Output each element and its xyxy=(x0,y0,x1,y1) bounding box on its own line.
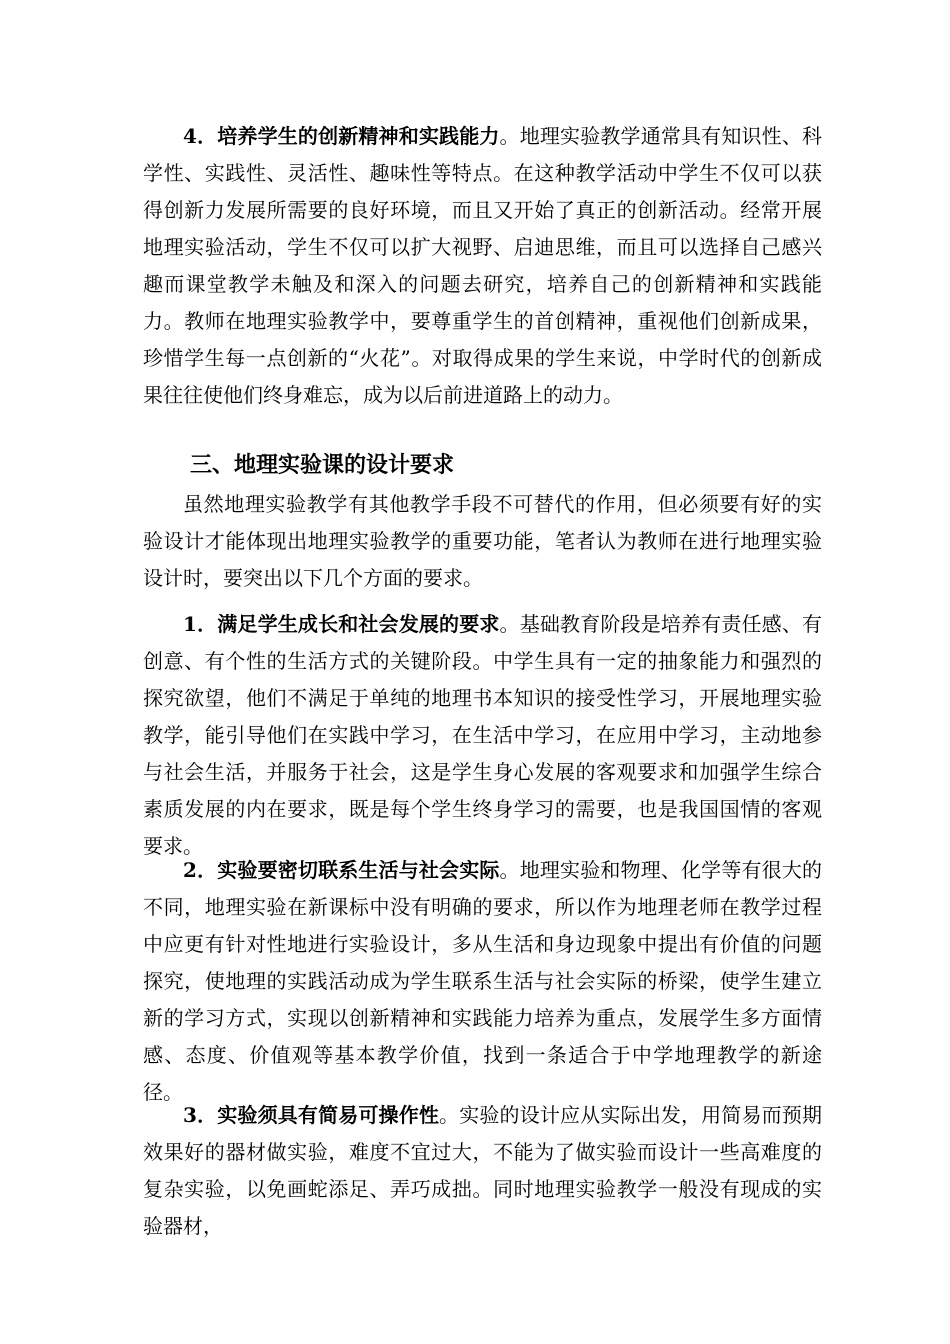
paragraph-lead: 1．满足学生成长和社会发展的要求 xyxy=(183,612,500,636)
paragraph-requirement-1 xyxy=(143,606,822,865)
paragraph-text: 。实验的设计应从实际出发，用简易而预期效果好的器材做实验，难度不宜过大，不能为了做实验而设计一些高难度的复杂实验，以免画蛇添足、弄巧成拙。同时地理实验教学一般没有现成的实验器材， xyxy=(143,1103,822,1238)
paragraph-lead: 3．实验须具有简易可操作性 xyxy=(183,1103,440,1127)
paragraph-text: 。地理实验和物理、化学等有很大的不同，地理实验在新课标中没有明确的要求，所以作为地理老师在教学过程中应更有针对性地进行实验设计，多从生活和身边现象中提出有价值的问题探究，使地理的实践活动成为学生联系生活与社会实际的桥梁，使学生建立新的学习方式，实现以创新精神和实践能力培养为重点，发展学生多方面情感、态度、价值观等基本教学价值，找到一条适合于中学地理教学的新途径。 xyxy=(143,858,823,1104)
paragraph-requirement-2 xyxy=(143,852,822,1111)
paragraph-text: 虽然地理实验教学有其他教学手段不可替代的作用，但必须要有好的实验设计才能体现出地理实验教学的重要功能，笔者认为教师在进行地理实验设计时，要突出以下几个方面的要求。 xyxy=(143,492,822,590)
paragraph-text: 。基础教育阶段是培养有责任感、有创意、有个性的生活方式的关键阶段。中学生具有一定的抽象能力和强烈的探究欲望，他们不满足于单纯的地理书本知识的接受性学习，开展地理实验教学，能引导他们在实践中学习，在生活中学习，在应用中学习，主动地参与社会生活，并服务于社会，这是学生身心发展的客观要求和加强学生综合素质发展的内在要求，既是每个学生终身学习的需要，也是我国国情的客观要求。 xyxy=(143,612,823,858)
section-heading: 三、地理实验课的设计要求 xyxy=(190,453,455,478)
paragraph-innovation xyxy=(143,118,822,414)
paragraph-lead: 2．实验要密切联系生活与社会实际 xyxy=(183,858,500,882)
paragraph-text: 。地理实验教学通常具有知识性、科学性、实践性、灵活性、趣味性等特点。在这种教学活动中学生不仅可以获得创新力发展所需要的良好环境，而且又开始了真正的创新活动。经常开展地理实验活动，学生不仅可以扩大视野、启迪思维，而且可以选择自己感兴趣而课堂教学未触及和深入的问题去研究，培养自己的创新精神和实践能力。教师在地理实验教学中，要尊重学生的首创精神，重视他们创新成果，珍惜学生每一点创新的“火花”。对取得成果的学生来说，中学时代的创新成果往往使他们终身难忘，成为以后前进道路上的动力。 xyxy=(143,124,823,407)
paragraph-requirement-3 xyxy=(143,1097,822,1245)
paragraph-lead: 4．培养学生的创新精神和实践能力 xyxy=(183,124,500,148)
paragraph-intro xyxy=(143,486,822,597)
